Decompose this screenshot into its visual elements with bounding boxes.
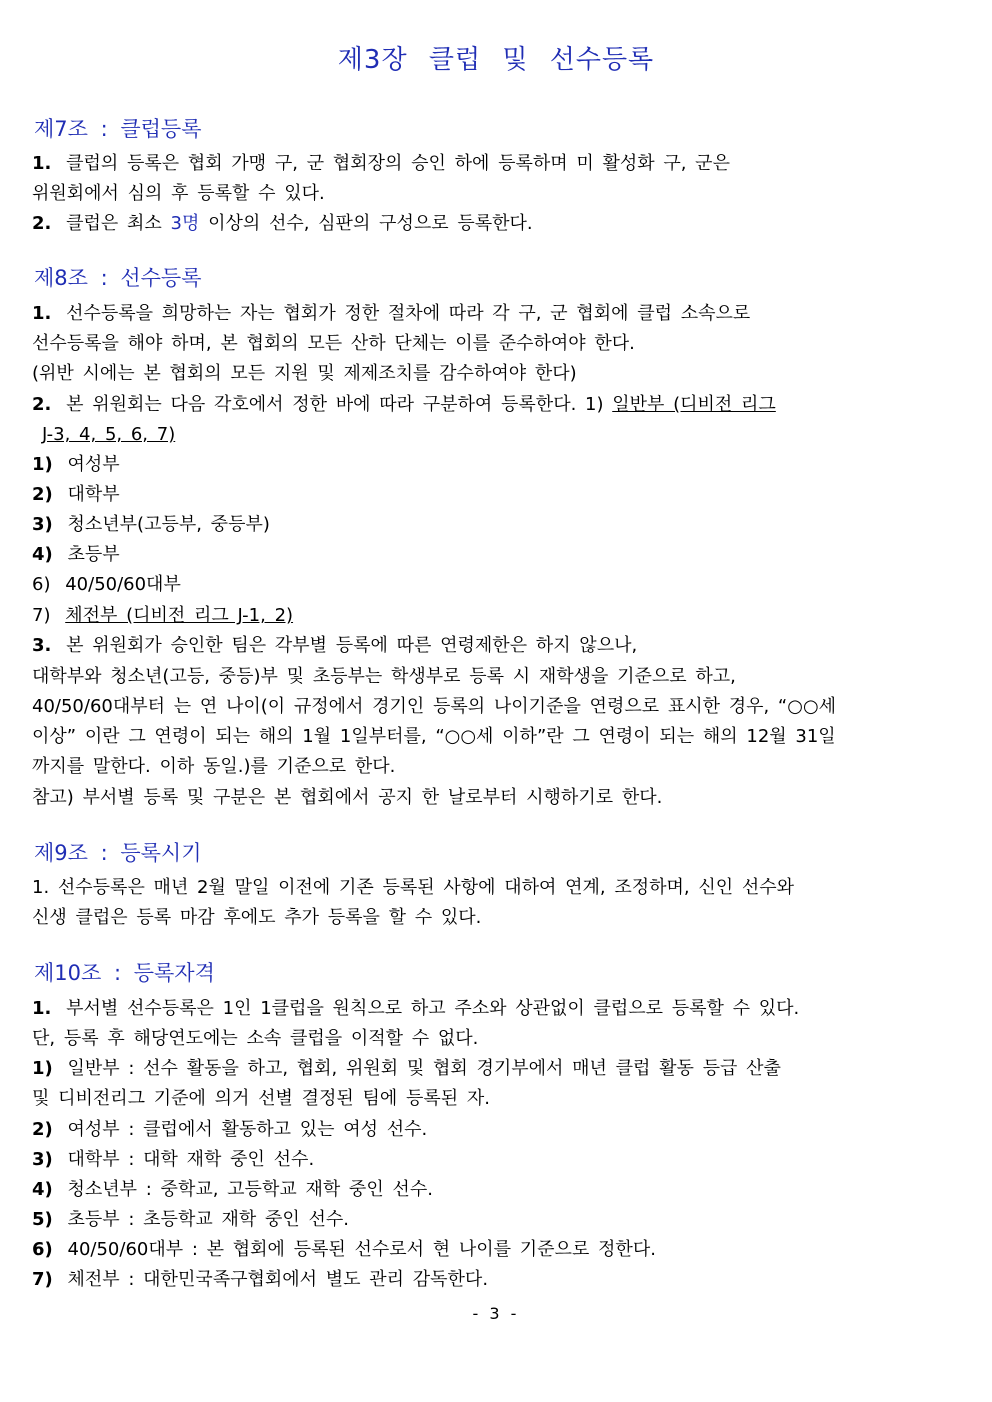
para-number: 3.: [32, 635, 52, 656]
article-10-para-1-line-2: 단, 등록 후 해당연도에는 소속 클럽을 이적할 수 없다.: [32, 1028, 479, 1049]
list-item: 1) 여성부: [32, 454, 120, 475]
page-number: - 3 -: [472, 1304, 520, 1323]
para-text: 이상의 선수, 심판의 구성으로 등록한다.: [199, 213, 533, 234]
para-number: 1.: [32, 303, 52, 324]
para-text: 본 위원회가 승인한 팀은 각부별 등록에 따른 연령제한은 하지 않으나,: [66, 635, 638, 656]
para-number: 2.: [32, 213, 52, 234]
article-8-para-1-line-3: (위반 시에는 본 협회의 모든 지원 및 제제조치를 감수하여야 한다): [32, 363, 577, 384]
list-item: 6) 40/50/60대부 : 본 협회에 등록된 선수로서 현 나이를 기준으로 정한다.: [32, 1239, 656, 1260]
list-item: 5) 초등부 : 초등학교 재학 중인 선수.: [32, 1209, 349, 1230]
article-8-heading: 제8조 : 선수등록: [34, 266, 202, 290]
general-division-underlined: 일반부 (디비전 리그: [612, 394, 776, 415]
article-10-item-1-line-1: 1) 일반부 : 선수 활동을 하고, 협회, 위원회 및 협회 경기부에서 매년 클럽 활동 등급 산출: [32, 1058, 781, 1079]
article-8-para-1-line-2: 선수등록을 해야 하며, 본 협회의 모든 산하 단체는 이를 준수하여야 한다.: [32, 333, 635, 354]
para-text: 클럽의 등록은 협회 가맹 구, 군 협회장의 승인 하에 등록하며 미 활성화 구, 군은: [66, 153, 730, 174]
article-10-para-1-line-1: [32, 995, 799, 1023]
article-8-note: 참고) 부서별 등록 및 구분은 본 협회에서 공지 한 날로부터 시행하기로 한다.: [32, 787, 663, 808]
article-8-para-3-line-3: 40/50/60대부터 는 연 나이(이 규정에서 경기인 등록의 나이기준을 연령으로 표시한 경우, “○○세: [32, 696, 837, 717]
list-item: 4) 청소년부 : 중학교, 고등학교 재학 중인 선수.: [32, 1179, 433, 1200]
para-number: 1.: [32, 153, 52, 174]
list-item: 7) 체전부 : 대한민국족구협회에서 별도 관리 감독한다.: [32, 1269, 489, 1290]
para-text: 클럽은 최소: [66, 213, 171, 234]
list-item: 7) 체전부 (디비전 리그 J-1, 2): [32, 605, 294, 626]
list-item: 2) 대학부: [32, 484, 120, 505]
article-9-heading: 제9조 : 등록시기: [34, 841, 202, 865]
article-10-heading: 제10조 : 등록자격: [34, 961, 215, 985]
article-8-para-1-line-1: [32, 300, 750, 328]
para-text: 본 위원회는 다음 각호에서 정한 바에 따라 구분하여 등록한다. 1): [66, 394, 613, 415]
chapter-title: 제3장 클럽 및 선수등록: [337, 45, 655, 75]
article-10-item-1-line-2: 및 디비전리그 기준에 의거 선별 결정된 팀에 등록된 자.: [32, 1088, 491, 1109]
article-8-para-3-line-1: [32, 632, 637, 660]
list-item: 3) 청소년부(고등부, 중등부): [32, 514, 270, 535]
article-8-para-2-line-1: [32, 391, 776, 419]
article-8-para-2-line-2: J-3, 4, 5, 6, 7): [42, 424, 176, 445]
article-9-line-1: 1. 선수등록은 매년 2월 말일 이전에 기존 등록된 사항에 대하여 연계, 조정하며, 신인 선수와: [32, 877, 795, 898]
article-8-para-3-line-2: 대학부와 청소년(고등, 중등)부 및 초등부는 학생부로 등록 시 재학생을 기준으로 하고,: [32, 666, 736, 687]
para-text: 선수등록을 희망하는 자는 협회가 정한 절차에 따라 각 구, 군 협회에 클럽 소속으로: [66, 303, 751, 324]
list-item: 6) 40/50/60대부: [32, 574, 181, 595]
article-9-line-2: 신생 클럽은 등록 마감 후에도 추가 등록을 할 수 있다.: [32, 907, 482, 928]
article-7-para-1-line-1: [32, 150, 730, 178]
min-players-highlight: 3명: [170, 213, 200, 234]
article-7-para-2: [32, 210, 533, 238]
para-number: 1.: [32, 998, 52, 1019]
article-7-heading: 제7조 : 클럽등록: [34, 117, 202, 141]
para-number: 2.: [32, 394, 52, 415]
para-text: 부서별 선수등록은 1인 1클럽을 원칙으로 하고 주소와 상관없이 클럽으로 등록할 수 있다.: [66, 998, 800, 1019]
article-7-para-1-line-2: 위원회에서 심의 후 등록할 수 있다.: [32, 183, 325, 204]
list-item: 4) 초등부: [32, 544, 120, 565]
article-8-para-3-line-4: 이상” 이란 그 연령이 되는 해의 1월 1일부터를, “○○세 이하”란 그 연령이 되는 해의 12월 31일: [32, 726, 836, 747]
list-item: 3) 대학부 : 대학 재학 중인 선수.: [32, 1149, 315, 1170]
national-games-division-underlined: 체전부 (디비전 리그 J-1, 2): [65, 605, 294, 626]
list-item: 2) 여성부 : 클럽에서 활동하고 있는 여성 선수.: [32, 1119, 428, 1140]
article-8-para-3-line-5: 까지를 말한다. 이하 동일.)를 기준으로 한다.: [32, 756, 396, 777]
